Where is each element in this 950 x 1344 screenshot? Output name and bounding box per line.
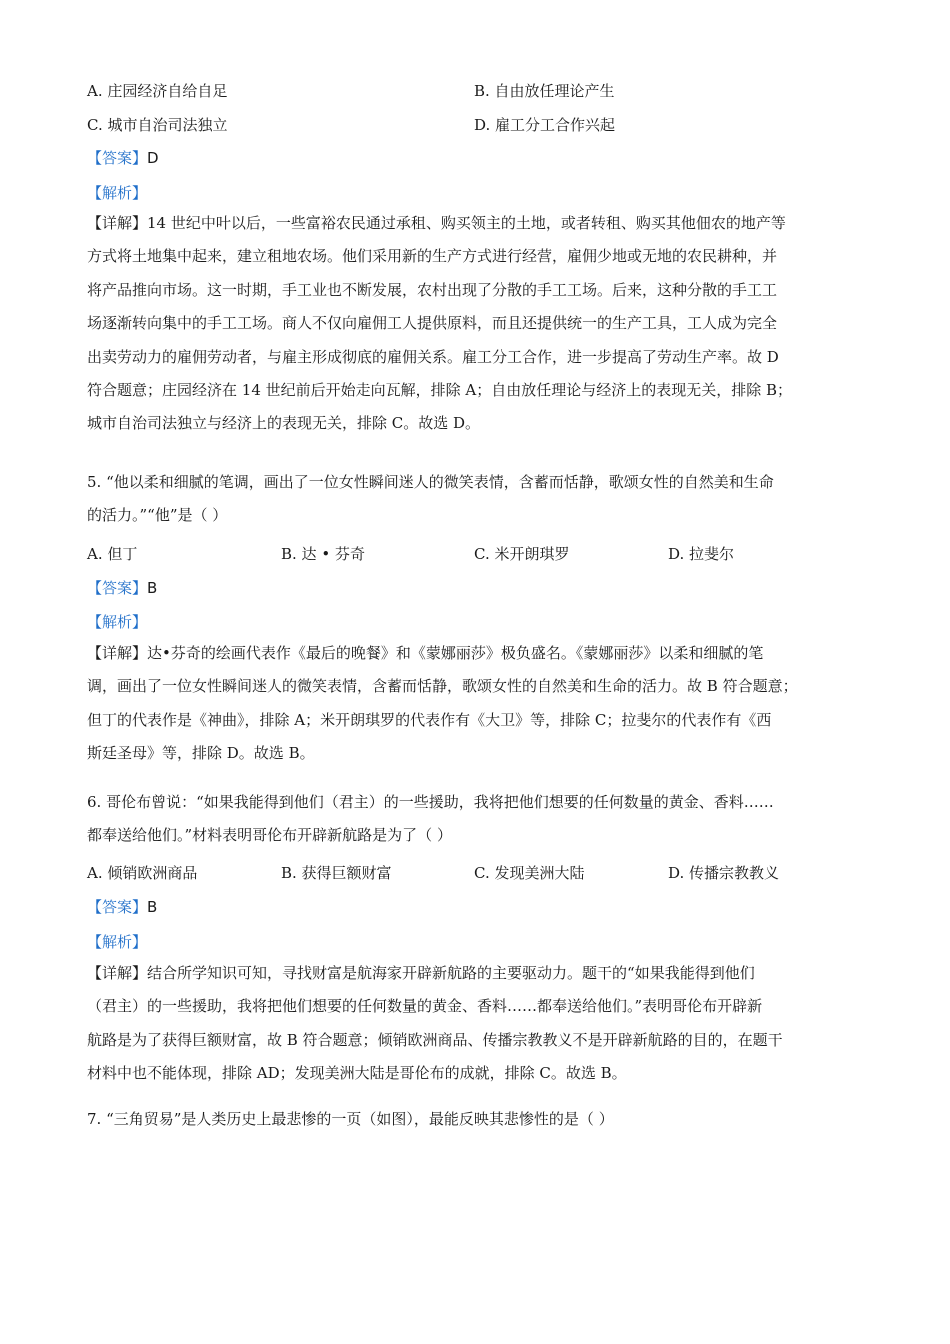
q6-option-d: D. 传播宗教教义 [668, 864, 780, 882]
q5-question [87, 466, 867, 533]
detail-label: 【详解】 [87, 644, 148, 662]
detail-line: 符合题意；庄园经济在 14 世纪前后开始走向瓦解，排除 A；自由放任理论与经济上的表现无关，排除 B； [87, 381, 793, 400]
detail-line: 将产品推向市场。这一时期，手工业也不断发展，农村出现了分散的手工工场。后来，这种分散的手工工 [87, 280, 778, 299]
q6-question [87, 786, 867, 853]
q7-question: 7. “三角贸易”是人类历史上最悲惨的一页（如图），最能反映其悲惨性的是（ ） [87, 1110, 614, 1128]
answer-label: 【答案】 [87, 149, 148, 167]
answer-value: B [147, 579, 158, 597]
q5-analysis-label: 【解析】 [87, 613, 148, 631]
answer-value: D [147, 149, 159, 167]
q4-detail [87, 207, 867, 441]
q4-option-a: A. 庄园经济自给自足 [87, 82, 228, 100]
detail-line: 调，画出了一位女性瞬间迷人的微笑表情，含蓄而恬静，歌颂女性的自然美和生命的活力。故 B 符合题意； [87, 677, 798, 696]
question-line: 5. “他以柔和细腻的笔调，画出了一位女性瞬间迷人的微笑表情，含蓄而恬静，歌颂女性的自然美和生命 [87, 473, 774, 491]
question-line: 的活力。”“他”是（ ） [87, 506, 228, 525]
q4-answer [87, 147, 159, 168]
detail-line: （君主）的一些援助，我将把他们想要的任何数量的黄金、香料……都奉送给他们。”表明哥伦布开辟新 [87, 997, 763, 1016]
answer-label: 【答案】 [87, 898, 148, 916]
detail-line: 斯廷圣母》等，排除 D。故选 B。 [87, 744, 315, 763]
detail-line: 航路是为了获得巨额财富，故 B 符合题意；倾销欧洲商品、传播宗教教义不是开辟新航路的目的，在题干 [87, 1030, 783, 1049]
q5-option-c: C. 米开朗琪罗 [474, 545, 570, 563]
detail-line: 城市自治司法独立与经济上的表现无关，排除 C。故选 D。 [87, 414, 481, 433]
q5-option-b: B. 达 • 芬奇 [281, 545, 365, 563]
q5-option-a: A. 但丁 [87, 545, 138, 563]
detail-line: 方式将土地集中起来，建立租地农场。他们采用新的生产方式进行经营，雇佣少地或无地的农民耕种，并 [87, 247, 778, 266]
detail-label: 【详解】 [87, 214, 148, 232]
q4-option-b: B. 自由放任理论产生 [474, 82, 615, 100]
detail-line: 达•芬奇的绘画代表作《最后的晚餐》和《蒙娜丽莎》极负盛名。《蒙娜丽莎》以柔和细腻的笔 [147, 644, 764, 662]
question-line: 都奉送给他们。”材料表明哥伦布开辟新航路是为了（ ） [87, 826, 452, 845]
detail-line: 结合所学知识可知，寻找财富是航海家开辟新航路的主要驱动力。题干的“如果我能得到他们 [147, 964, 755, 982]
q6-option-b: B. 获得巨额财富 [281, 864, 392, 882]
q5-detail [87, 637, 867, 771]
q5-option-d: D. 拉斐尔 [668, 545, 735, 563]
answer-label: 【答案】 [87, 579, 148, 597]
detail-label: 【详解】 [87, 964, 148, 982]
q6-answer [87, 896, 157, 917]
q4-analysis-label: 【解析】 [87, 184, 148, 202]
question-line: 6. 哥伦布曾说：“如果我能得到他们（君主）的一些援助，我将把他们想要的任何数量的黄金、香料…… [87, 793, 774, 811]
detail-line: 出卖劳动力的雇佣劳动者，与雇主形成彻底的雇佣关系。雇工分工合作，进一步提高了劳动生产率。故 D [87, 347, 779, 366]
detail-line: 材料中也不能体现，排除 AD；发现美洲大陆是哥伦布的成就，排除 C。故选 B。 [87, 1064, 627, 1083]
q6-option-a: A. 倾销欧洲商品 [87, 864, 198, 882]
q6-analysis-label: 【解析】 [87, 933, 148, 951]
q4-option-c: C. 城市自治司法独立 [87, 116, 228, 134]
q6-detail [87, 957, 867, 1091]
detail-line: 场逐渐转向集中的手工工场。商人不仅向雇佣工人提供原料，而且还提供统一的生产工具，工人成为完全 [87, 314, 778, 333]
q4-option-d: D. 雇工分工合作兴起 [474, 116, 616, 134]
detail-line: 但丁的代表作是《神曲》，排除 A；米开朗琪罗的代表作有《大卫》等，排除 C；拉斐尔的代表作有《西 [87, 710, 772, 729]
detail-line: 14 世纪中叶以后，一些富裕农民通过承租、购买领主的土地，或者转租、购买其他佃农的地产等 [147, 214, 786, 232]
q6-option-c: C. 发现美洲大陆 [474, 864, 585, 882]
answer-value: B [147, 898, 158, 916]
q5-answer [87, 577, 157, 598]
